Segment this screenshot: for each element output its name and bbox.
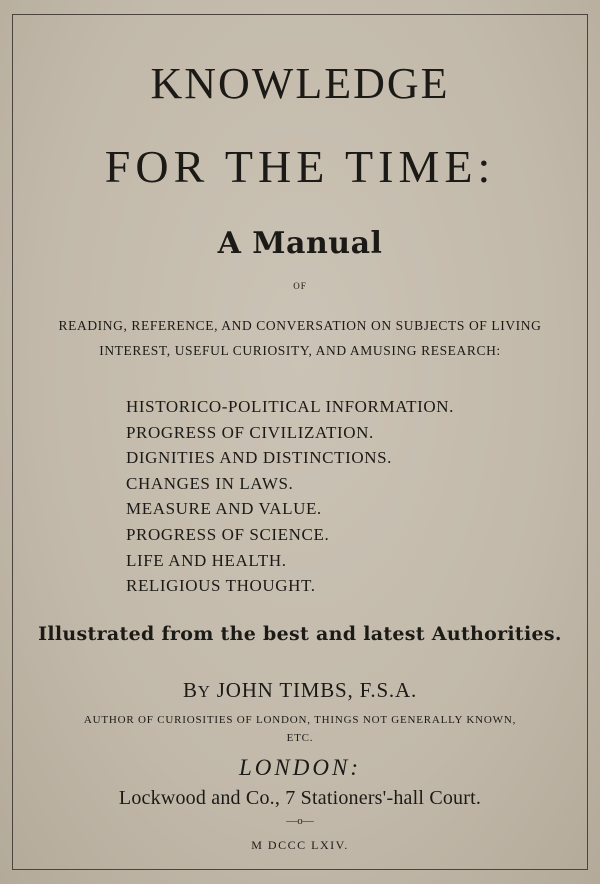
byline-by-initial: B	[182, 678, 198, 702]
description-line-1: READING, REFERENCE, AND CONVERSATION ON SUBJECTS OF LIVING	[58, 318, 542, 333]
byline	[0, 678, 600, 703]
title-line-2: FOR THE TIME:	[104, 141, 496, 192]
of-word: OF	[293, 281, 307, 291]
ornament-divider: —o—	[286, 815, 314, 827]
topic-item: CHANGES IN LAWS.	[126, 473, 294, 493]
topics-list	[126, 394, 454, 599]
byline-by-rest: Y	[197, 682, 211, 701]
topic-item: LIFE AND HEALTH.	[126, 550, 287, 570]
author-credits-line-2: ETC.	[286, 732, 314, 744]
illustrated-note: Illustrated from the best and latest Authorities.	[38, 623, 562, 645]
publication-place: LONDON:	[239, 755, 361, 780]
author-credits-line-1: AUTHOR OF CURIOSITIES OF LONDON, THINGS NOT GENERALLY KNOWN,	[83, 714, 517, 726]
author-name: JOHN TIMBS, F.S.A.	[216, 678, 417, 702]
topic-item: MEASURE AND VALUE.	[126, 499, 322, 519]
topic-item: PROGRESS OF SCIENCE.	[126, 524, 330, 544]
description-line-2: INTEREST, USEFUL CURIOSITY, AND AMUSING RESEARCH:	[99, 343, 501, 358]
topic-item: HISTORICO-POLITICAL INFORMATION.	[126, 397, 455, 416]
topic-item: DIGNITIES AND DISTINCTIONS.	[126, 448, 392, 468]
publisher: Lockwood and Co., 7 Stationers'-hall Court.	[118, 787, 482, 809]
title-line-1: KNOWLEDGE	[150, 59, 450, 108]
topic-item: PROGRESS OF CIVILIZATION.	[126, 422, 374, 442]
publication-date: M DCCC LXIV.	[251, 838, 349, 852]
subtitle-manual: A Manual	[217, 226, 383, 261]
topic-item: RELIGIOUS THOUGHT.	[126, 576, 316, 596]
